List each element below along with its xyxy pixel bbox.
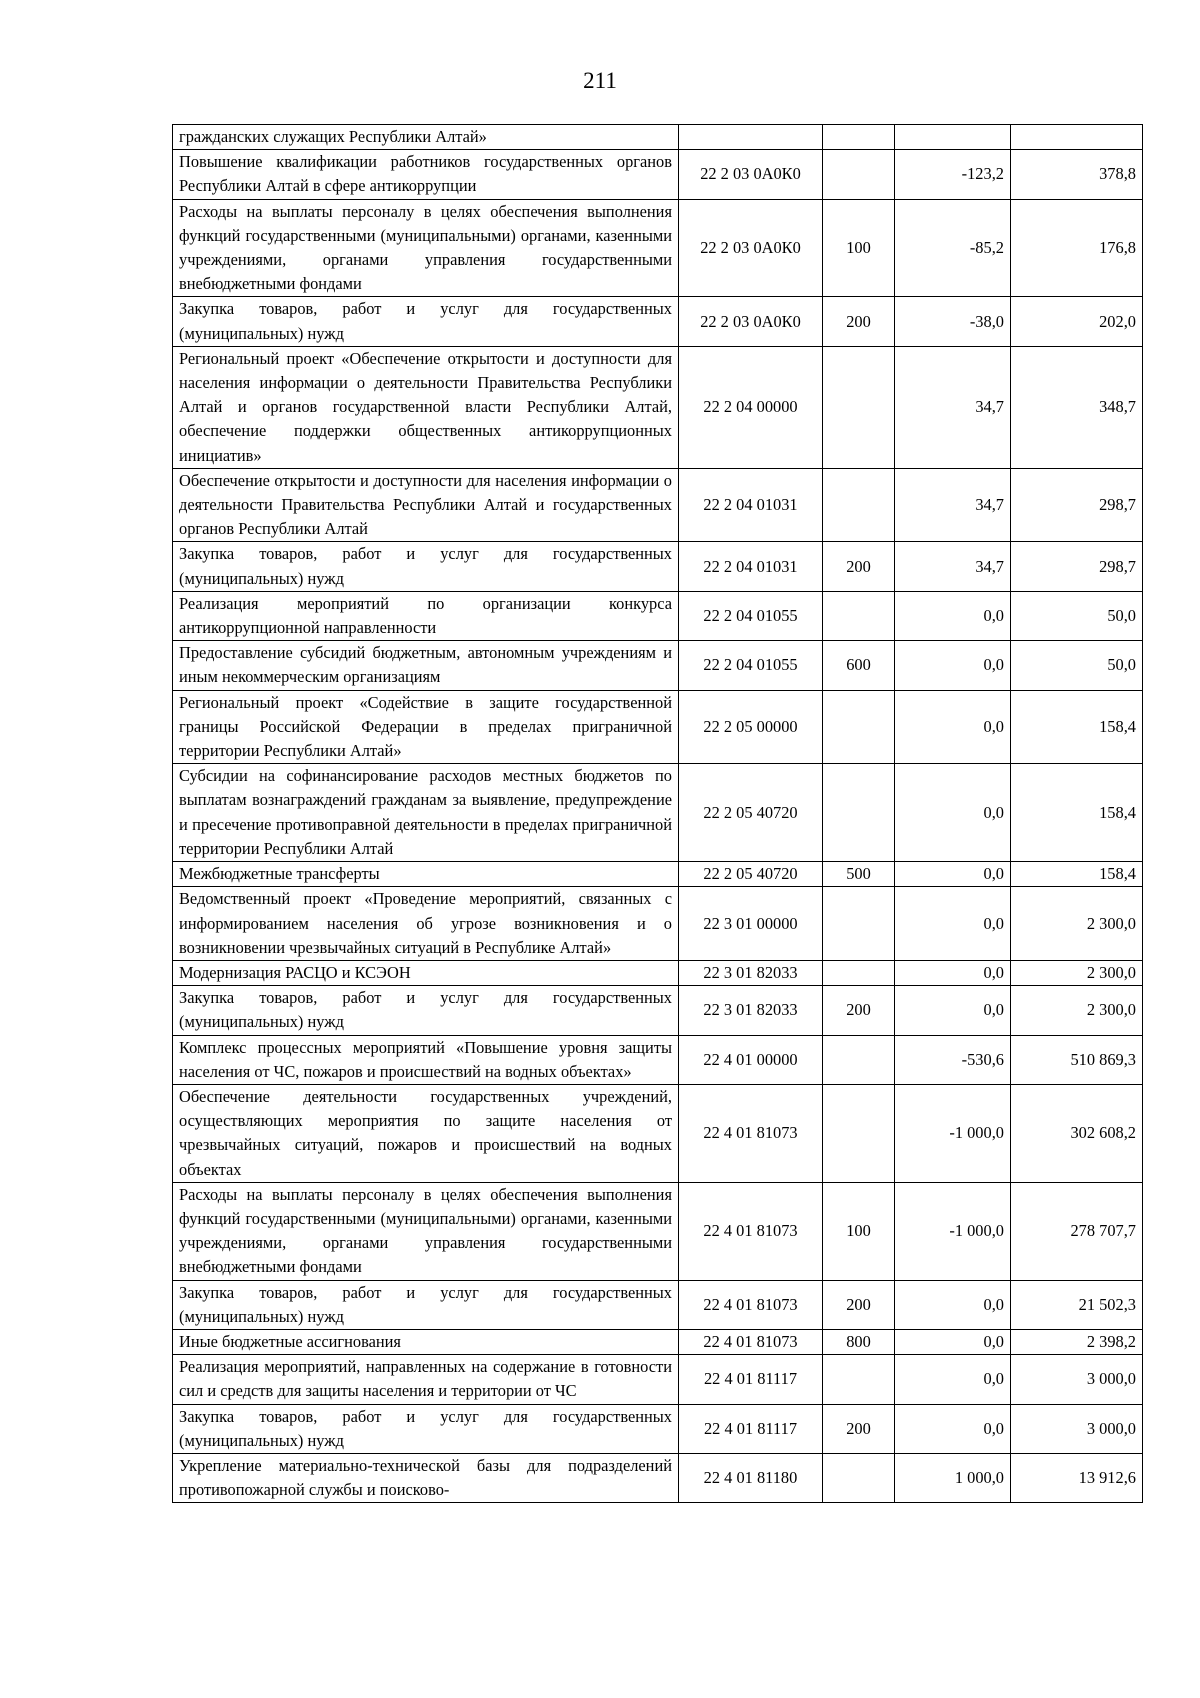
expense-type-cell: 200: [823, 542, 895, 591]
table-row: [173, 764, 1143, 862]
table-row: [173, 468, 1143, 542]
target-code-cell: 22 4 01 81117: [679, 1404, 823, 1453]
expense-type-cell: 200: [823, 1404, 895, 1453]
amount-change-cell: [895, 125, 1011, 150]
table-row: [173, 986, 1143, 1035]
amount-change-cell: -1 000,0: [895, 1182, 1011, 1280]
target-code-cell: 22 2 04 01055: [679, 641, 823, 690]
table-row: [173, 591, 1143, 640]
amount-total-cell: 158,4: [1011, 690, 1143, 764]
expense-type-cell: 200: [823, 297, 895, 346]
target-code-cell: 22 4 01 81117: [679, 1355, 823, 1404]
target-code-cell: 22 4 01 00000: [679, 1035, 823, 1084]
item-name-cell: Закупка товаров, работ и услуг для государственных (муниципальных) нужд: [173, 542, 679, 591]
target-code-cell: 22 2 04 01055: [679, 591, 823, 640]
amount-total-cell: 298,7: [1011, 542, 1143, 591]
expense-type-cell: [823, 887, 895, 961]
item-name-cell: Расходы на выплаты персоналу в целях обеспечения выполнения функций государственными (муниципальными) органами, казенными учреждениями, органами управления государственными внебюджетными фондами: [173, 199, 679, 297]
expense-type-cell: 600: [823, 641, 895, 690]
item-name-cell: Укрепление материально-технической базы для подразделений противопожарной службы и поисково-: [173, 1453, 679, 1502]
item-name-cell: гражданских служащих Республики Алтай»: [173, 125, 679, 150]
item-name-cell: Межбюджетные трансферты: [173, 862, 679, 887]
target-code-cell: 22 3 01 82033: [679, 986, 823, 1035]
amount-total-cell: 298,7: [1011, 468, 1143, 542]
table-row: [173, 1280, 1143, 1329]
amount-change-cell: 0,0: [895, 986, 1011, 1035]
table-row: [173, 1404, 1143, 1453]
amount-total-cell: 176,8: [1011, 199, 1143, 297]
target-code-cell: [679, 125, 823, 150]
amount-total-cell: 202,0: [1011, 297, 1143, 346]
item-name-cell: Закупка товаров, работ и услуг для государственных (муниципальных) нужд: [173, 986, 679, 1035]
amount-total-cell: 50,0: [1011, 641, 1143, 690]
amount-total-cell: 158,4: [1011, 764, 1143, 862]
target-code-cell: 22 2 05 40720: [679, 862, 823, 887]
amount-total-cell: 21 502,3: [1011, 1280, 1143, 1329]
amount-total-cell: [1011, 125, 1143, 150]
item-name-cell: Расходы на выплаты персоналу в целях обеспечения выполнения функций государственными (муниципальными) органами, казенными учреждениями, органами управления государственными внебюджетными фондами: [173, 1182, 679, 1280]
amount-total-cell: 302 608,2: [1011, 1084, 1143, 1182]
target-code-cell: 22 2 04 00000: [679, 346, 823, 468]
expense-type-cell: [823, 1035, 895, 1084]
target-code-cell: 22 2 03 0А0К0: [679, 297, 823, 346]
target-code-cell: 22 2 05 00000: [679, 690, 823, 764]
item-name-cell: Обеспечение открытости и доступности для населения информации о деятельности Правительства Республики Алтай и государственных органов Республики Алтай: [173, 468, 679, 542]
amount-total-cell: 510 869,3: [1011, 1035, 1143, 1084]
expense-type-cell: 200: [823, 986, 895, 1035]
table-row: [173, 297, 1143, 346]
table-row: [173, 641, 1143, 690]
target-code-cell: 22 2 04 01031: [679, 542, 823, 591]
table-row: [173, 862, 1143, 887]
table-row: [173, 1084, 1143, 1182]
amount-change-cell: 0,0: [895, 960, 1011, 985]
amount-change-cell: -123,2: [895, 150, 1011, 199]
amount-change-cell: -530,6: [895, 1035, 1011, 1084]
budget-table: [172, 124, 1143, 1503]
table-row: [173, 1035, 1143, 1084]
amount-total-cell: 158,4: [1011, 862, 1143, 887]
amount-total-cell: 278 707,7: [1011, 1182, 1143, 1280]
amount-change-cell: 34,7: [895, 542, 1011, 591]
item-name-cell: Реализация мероприятий по организации конкурса антикоррупционной направленности: [173, 591, 679, 640]
amount-change-cell: 0,0: [895, 1329, 1011, 1354]
amount-total-cell: 378,8: [1011, 150, 1143, 199]
amount-change-cell: 0,0: [895, 1404, 1011, 1453]
amount-total-cell: 2 300,0: [1011, 986, 1143, 1035]
expense-type-cell: [823, 1453, 895, 1502]
item-name-cell: Субсидии на софинансирование расходов местных бюджетов по выплатам вознаграждений гражданам за выявление, предупреждение и пресечение противоправной деятельности в пределах приграничной территории Республики Алтай: [173, 764, 679, 862]
amount-change-cell: 0,0: [895, 641, 1011, 690]
amount-total-cell: 348,7: [1011, 346, 1143, 468]
table-row: [173, 1453, 1143, 1502]
amount-change-cell: 0,0: [895, 690, 1011, 764]
item-name-cell: Закупка товаров, работ и услуг для государственных (муниципальных) нужд: [173, 297, 679, 346]
item-name-cell: Предоставление субсидий бюджетным, автономным учреждениям и иным некоммерческим организациям: [173, 641, 679, 690]
expense-type-cell: 100: [823, 199, 895, 297]
page-number: 211: [583, 68, 617, 93]
amount-change-cell: 34,7: [895, 468, 1011, 542]
target-code-cell: 22 2 03 0А0К0: [679, 150, 823, 199]
expense-type-cell: [823, 125, 895, 150]
table-row: [173, 346, 1143, 468]
amount-total-cell: 2 300,0: [1011, 887, 1143, 961]
table-row: [173, 199, 1143, 297]
item-name-cell: Закупка товаров, работ и услуг для государственных (муниципальных) нужд: [173, 1404, 679, 1453]
expense-type-cell: 100: [823, 1182, 895, 1280]
expense-type-cell: 500: [823, 862, 895, 887]
expense-type-cell: [823, 468, 895, 542]
expense-type-cell: [823, 1084, 895, 1182]
expense-type-cell: [823, 690, 895, 764]
table-row: [173, 960, 1143, 985]
table-row: [173, 542, 1143, 591]
amount-change-cell: 0,0: [895, 764, 1011, 862]
item-name-cell: Региональный проект «Содействие в защите государственной границы Российской Федерации в пределах приграничной территории Республики Алтай»: [173, 690, 679, 764]
target-code-cell: 22 4 01 81073: [679, 1280, 823, 1329]
target-code-cell: 22 2 04 01031: [679, 468, 823, 542]
amount-total-cell: 2 300,0: [1011, 960, 1143, 985]
target-code-cell: 22 4 01 81180: [679, 1453, 823, 1502]
table-row: [173, 887, 1143, 961]
amount-change-cell: -1 000,0: [895, 1084, 1011, 1182]
item-name-cell: Ведомственный проект «Проведение мероприятий, связанных с информированием населения об угрозе возникновения и о возникновении чрезвычайных ситуаций в Республике Алтай»: [173, 887, 679, 961]
item-name-cell: Закупка товаров, работ и услуг для государственных (муниципальных) нужд: [173, 1280, 679, 1329]
table-row: [173, 1355, 1143, 1404]
target-code-cell: 22 2 03 0А0К0: [679, 199, 823, 297]
expense-type-cell: [823, 1355, 895, 1404]
target-code-cell: 22 4 01 81073: [679, 1084, 823, 1182]
item-name-cell: Реализация мероприятий, направленных на содержание в готовности сил и средств для защиты населения и территории от ЧС: [173, 1355, 679, 1404]
item-name-cell: Региональный проект «Обеспечение открытости и доступности для населения информации о деятельности Правительства Республики Алтай и органов государственной власти Республики Алтай, обеспечение поддержки общественных антикоррупционных инициатив»: [173, 346, 679, 468]
amount-change-cell: 0,0: [895, 591, 1011, 640]
expense-type-cell: [823, 150, 895, 199]
amount-change-cell: 0,0: [895, 1280, 1011, 1329]
table-row: [173, 125, 1143, 150]
amount-total-cell: 13 912,6: [1011, 1453, 1143, 1502]
table-row: [173, 150, 1143, 199]
item-name-cell: Повышение квалификации работников государственных органов Республики Алтай в сфере антикоррупции: [173, 150, 679, 199]
target-code-cell: 22 4 01 81073: [679, 1182, 823, 1280]
item-name-cell: Комплекс процессных мероприятий «Повышение уровня защиты населения от ЧС, пожаров и происшествий на водных объектах»: [173, 1035, 679, 1084]
amount-change-cell: 0,0: [895, 887, 1011, 961]
item-name-cell: Иные бюджетные ассигнования: [173, 1329, 679, 1354]
target-code-cell: 22 4 01 81073: [679, 1329, 823, 1354]
expense-type-cell: [823, 346, 895, 468]
amount-change-cell: 0,0: [895, 1355, 1011, 1404]
amount-total-cell: 3 000,0: [1011, 1355, 1143, 1404]
expense-type-cell: [823, 591, 895, 640]
amount-total-cell: 50,0: [1011, 591, 1143, 640]
expense-type-cell: 800: [823, 1329, 895, 1354]
amount-change-cell: 34,7: [895, 346, 1011, 468]
table-row: [173, 1329, 1143, 1354]
table-row: [173, 690, 1143, 764]
target-code-cell: 22 3 01 00000: [679, 887, 823, 961]
amount-change-cell: 1 000,0: [895, 1453, 1011, 1502]
target-code-cell: 22 3 01 82033: [679, 960, 823, 985]
table-row: [173, 1182, 1143, 1280]
budget-table-body: [173, 125, 1143, 1503]
expense-type-cell: [823, 960, 895, 985]
expense-type-cell: 200: [823, 1280, 895, 1329]
item-name-cell: Модернизация РАСЦО и КСЭОН: [173, 960, 679, 985]
amount-change-cell: -85,2: [895, 199, 1011, 297]
amount-change-cell: -38,0: [895, 297, 1011, 346]
expense-type-cell: [823, 764, 895, 862]
amount-total-cell: 3 000,0: [1011, 1404, 1143, 1453]
target-code-cell: 22 2 05 40720: [679, 764, 823, 862]
amount-total-cell: 2 398,2: [1011, 1329, 1143, 1354]
item-name-cell: Обеспечение деятельности государственных учреждений, осуществляющих мероприятия по защите населения от чрезвычайных ситуаций, пожаров и происшествий на водных объектах: [173, 1084, 679, 1182]
amount-change-cell: 0,0: [895, 862, 1011, 887]
